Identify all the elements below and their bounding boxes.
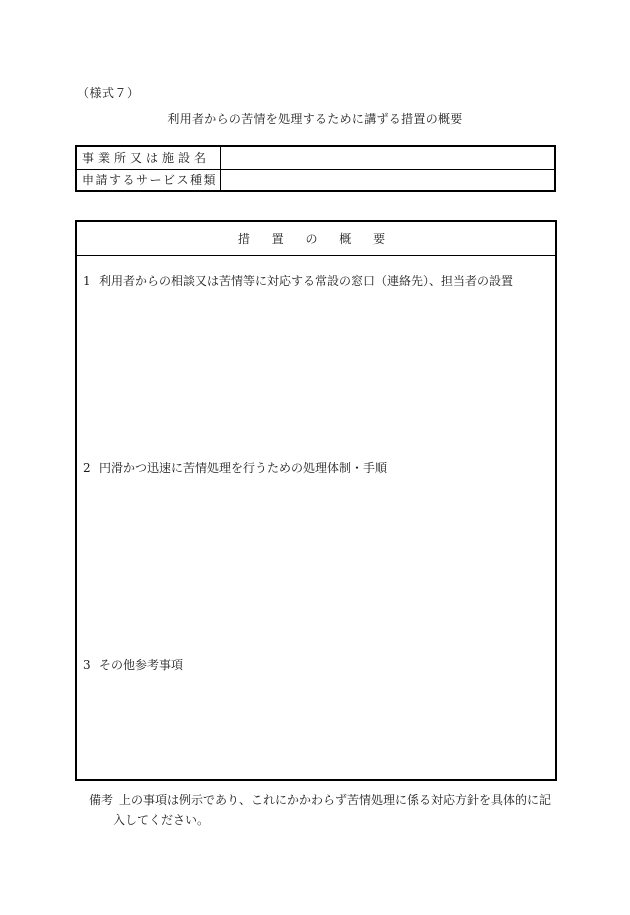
service-type-row: [77, 169, 554, 190]
facility-name-field[interactable]: [221, 147, 554, 169]
section-3-answer-area[interactable]: [81, 676, 551, 776]
measures-summary-box: [75, 220, 557, 781]
section-number: 3: [83, 658, 91, 672]
section-text: 利用者からの相談又は苦情等に対応する常設の窓口（連絡先）、担当者の設置: [99, 274, 514, 288]
service-type-label: 申請するサービス種類: [77, 169, 221, 190]
section-number: 1: [83, 274, 91, 288]
section-1-answer-area[interactable]: [81, 292, 551, 452]
facility-name-row: [77, 147, 554, 170]
section-heading-3: [83, 656, 183, 673]
service-type-field[interactable]: [221, 169, 554, 190]
facility-info-table: [75, 145, 556, 192]
remarks-line-2: 入してください。: [113, 813, 210, 827]
section-number: 2: [83, 461, 91, 475]
facility-name-label: 事業所又は施設名: [77, 147, 221, 169]
section-2-answer-area[interactable]: [81, 479, 551, 649]
remarks-heading: 備考: [89, 793, 114, 807]
section-text: 円滑かつ迅速に苦情処理を行うための処理体制・手順: [99, 461, 388, 475]
measures-summary-header: 措 置 の 概 要: [77, 222, 555, 256]
section-text: その他参考事項: [99, 658, 184, 672]
form-number-label: （様式７）: [77, 86, 140, 100]
remarks-note: [89, 790, 559, 830]
remarks-text-1: 上の事項は例示であり、これにかかわらず苦情処理に係る対応方針を具体的に記: [119, 793, 552, 807]
document-title: 利用者からの苦情を処理するために講ずる措置の概要: [167, 112, 463, 126]
section-heading-1: [83, 272, 513, 289]
remarks-line-1: [89, 790, 559, 810]
section-heading-2: [83, 459, 387, 476]
